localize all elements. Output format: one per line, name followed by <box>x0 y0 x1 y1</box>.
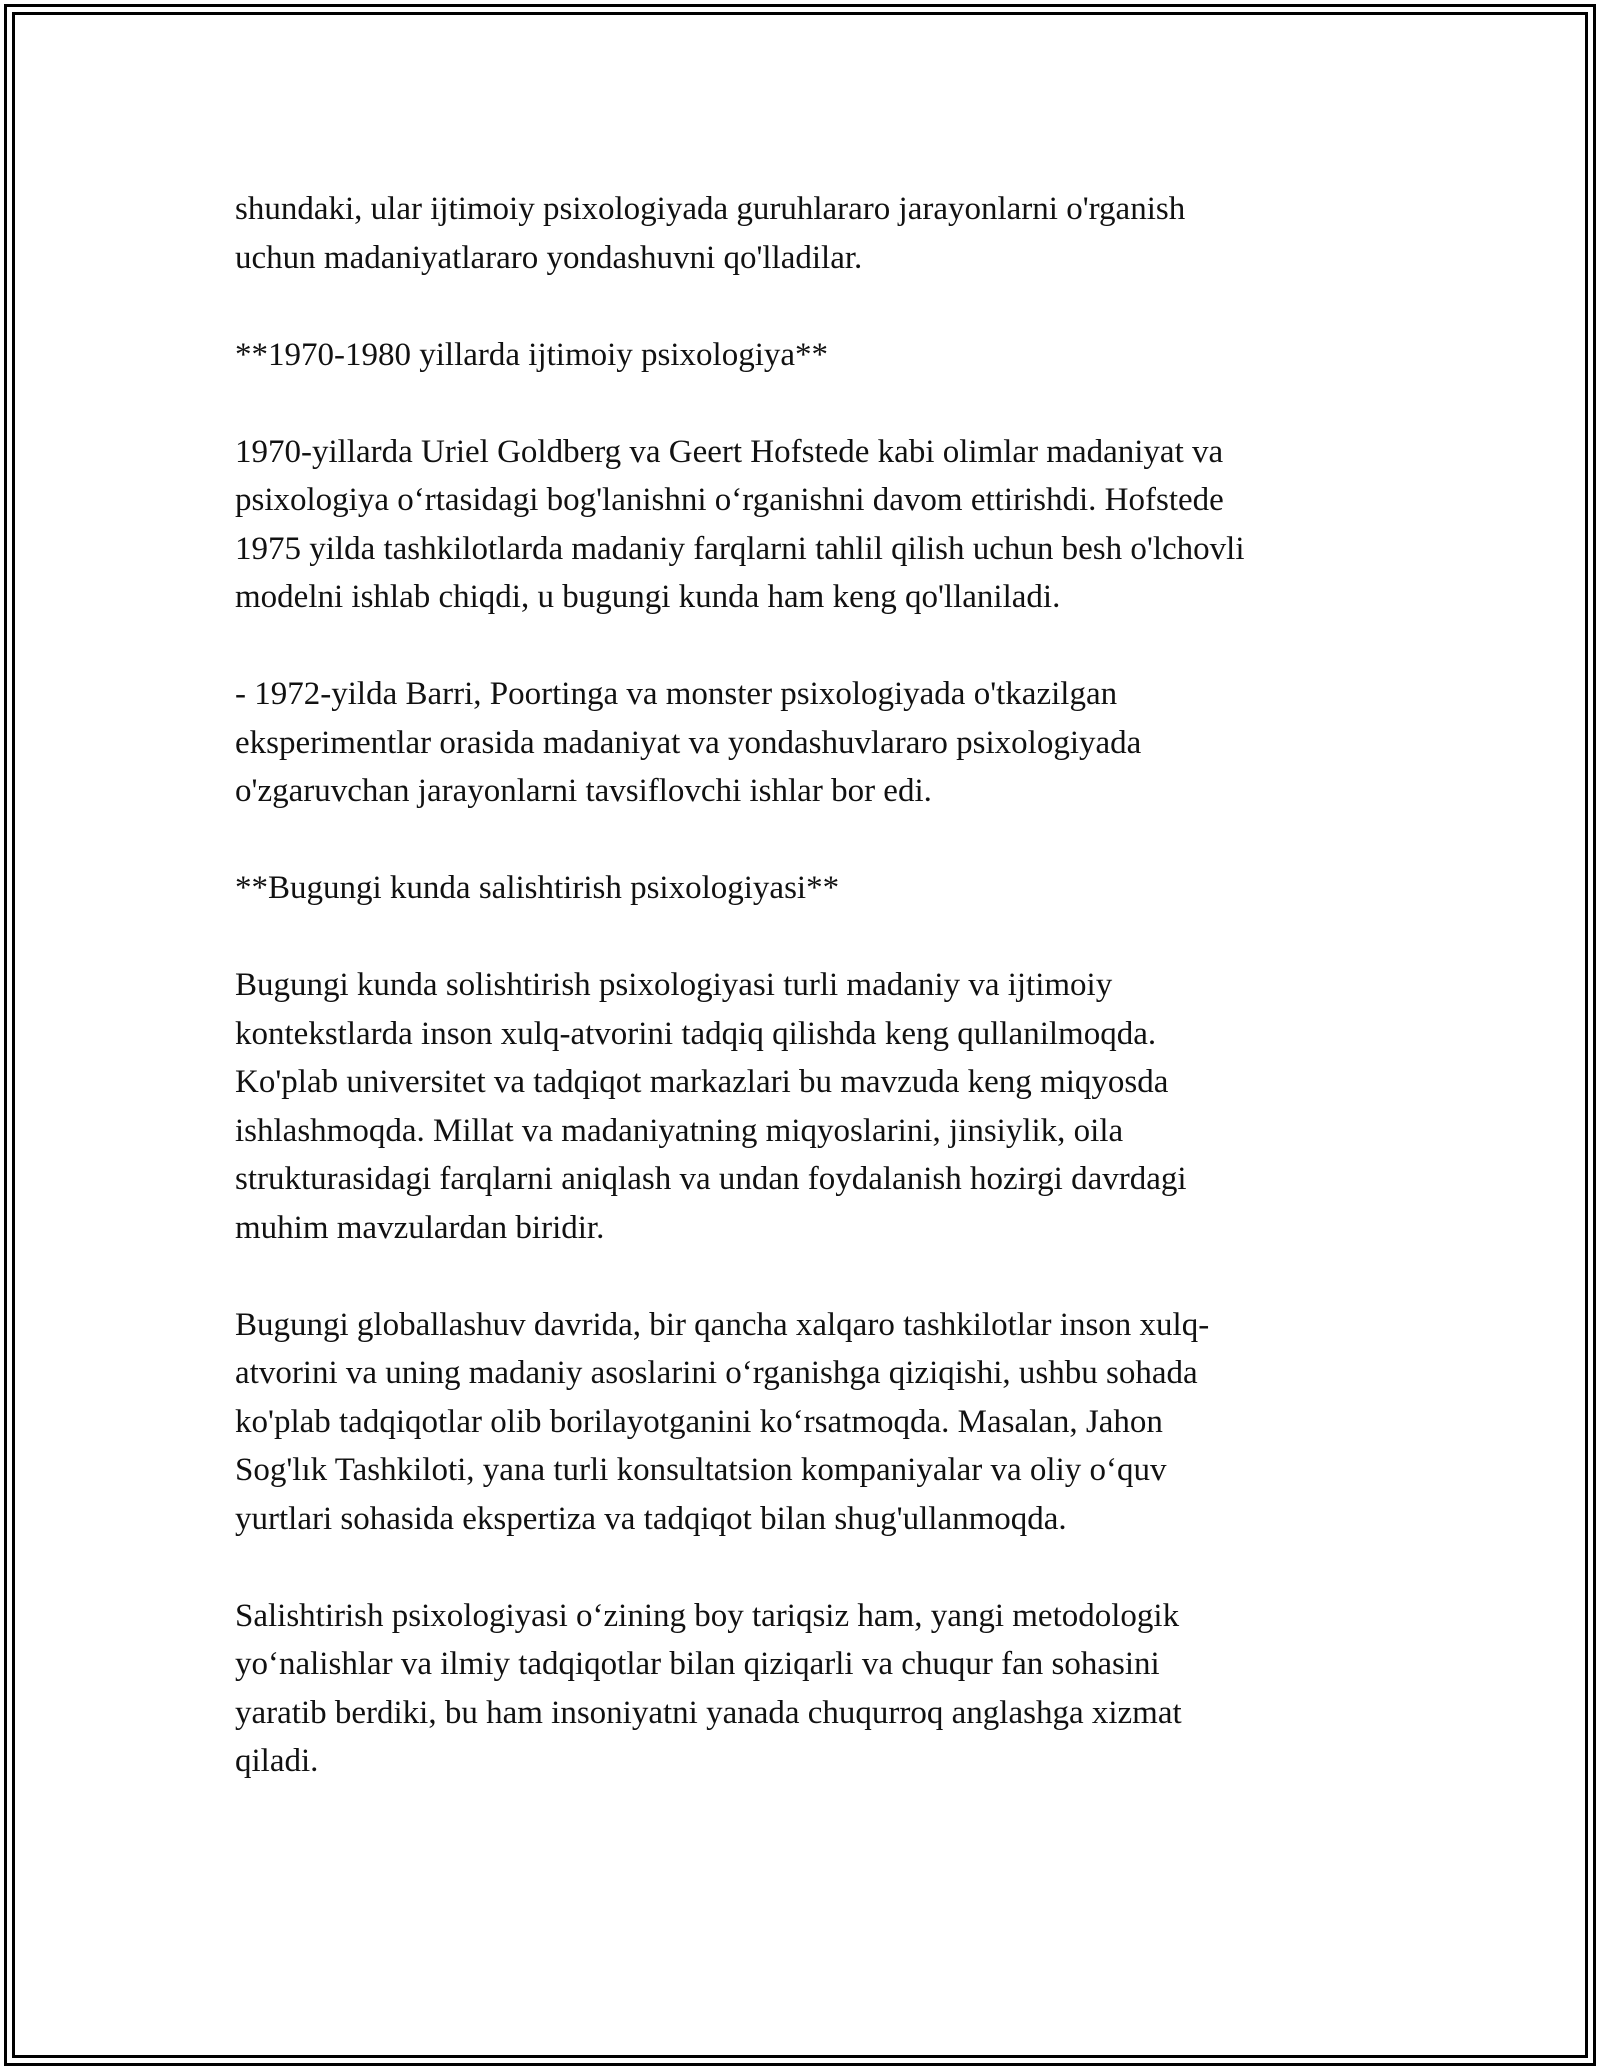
text-line: - 1972-yilda Barri, Poortinga va monster psixologiyada o'tkazilgan <box>235 676 1118 712</box>
text-line: 1970-yillarda Uriel Goldberg va Geert Hofstede kabi olimlar madaniyat va <box>235 433 1224 470</box>
text-line: atvorini va uning madaniy asoslarini o‘rganishga qiziqishi, ushbu sohada <box>235 1355 1198 1391</box>
text-line: uchun madaniyatlararo yondashuvni qo'lladilar. <box>235 239 863 276</box>
text-line: 1975 yilda tashkilotlarda madaniy farqlarni tahlil qilish uchun besh o'lchovli <box>235 530 1245 567</box>
text-line: eksperimentlar orasida madaniyat va yondashuvlararo psixologiyada <box>235 724 1142 761</box>
text-line: strukturasidagi farqlarni aniqlash va undan foydalanish hozirgi davrdagi <box>235 1161 1187 1197</box>
text-line: yurtlari sohasida ekspertiza va tadqiqot bilan shug'ullanmoqda. <box>235 1500 1067 1537</box>
paragraph-hofstede <box>235 428 1365 622</box>
text-line: Bugungi kunda solishtirish psixologiyasi turli madaniy va ijtimoiy <box>235 967 1113 1003</box>
text-line: o'zgaruvchan jarayonlarni tavsiflovchi ishlar bor edi. <box>235 773 932 809</box>
text-line: Bugungi globallashuv davrida, bir qancha xalqaro tashkilotlar inson xulq- <box>235 1306 1210 1343</box>
paragraph-today-research <box>235 961 1365 1252</box>
text-line: yo‘nalishlar va ilmiy tadqiqotlar bilan qiziqarli va chuqur fan sohasini <box>235 1646 1160 1682</box>
text-line: Ko'plab universitet va tadqiqot markazlari bu mavzuda keng miqyosda <box>235 1064 1169 1100</box>
text-line: ishlashmoqda. Millat va madaniyatning miqyoslarini, jinsiylik, oila <box>235 1112 1124 1149</box>
text-line: ko'plab tadqiqotlar olib borilayotganini ko‘rsatmoqda. Masalan, Jahon <box>235 1403 1163 1440</box>
text-line: psixologiya o‘rtasidagi bog'lanishni o‘rganishni davom ettirishdi. Hofstede <box>235 482 1224 518</box>
text-line: modelni ishlab chiqdi, u bugungi kunda ham keng qo'llaniladi. <box>235 579 1061 615</box>
text-line: qiladi. <box>235 1743 319 1779</box>
text-line: shundaki, ular ijtimoiy psixologiyada guruhlararo jarayonlarni o'rganish <box>235 191 1186 227</box>
text-line: muhim mavzulardan biridir. <box>235 1209 605 1246</box>
paragraph-intro-continuation <box>235 185 1365 282</box>
text-line: Salishtirish psixologiyasi o‘zining boy tariqsiz ham, yangi metodologik <box>235 1597 1180 1634</box>
heading-line: **Bugungi kunda salishtirish psixologiyasi** <box>235 870 840 906</box>
document-body <box>235 185 1365 1834</box>
text-line: Sog'lık Tashkiloti, yana turli konsultatsion kompaniyalar va oliy o‘quv <box>235 1452 1167 1488</box>
section-heading-today <box>235 864 1365 913</box>
section-heading-1970-1980 <box>235 331 1365 380</box>
paragraph-1972-list-item <box>235 670 1365 816</box>
heading-line: **1970-1980 yillarda ijtimoiy psixologiya** <box>235 336 829 373</box>
text-line: yaratib berdiki, bu ham insoniyatni yanada chuqurroq anglashga xizmat <box>235 1694 1182 1731</box>
paragraph-conclusion <box>235 1592 1365 1786</box>
text-line: kontekstlarda inson xulq-atvorini tadqiq qilishda keng qullanilmoqda. <box>235 1015 1157 1052</box>
paragraph-globalization <box>235 1301 1365 1544</box>
